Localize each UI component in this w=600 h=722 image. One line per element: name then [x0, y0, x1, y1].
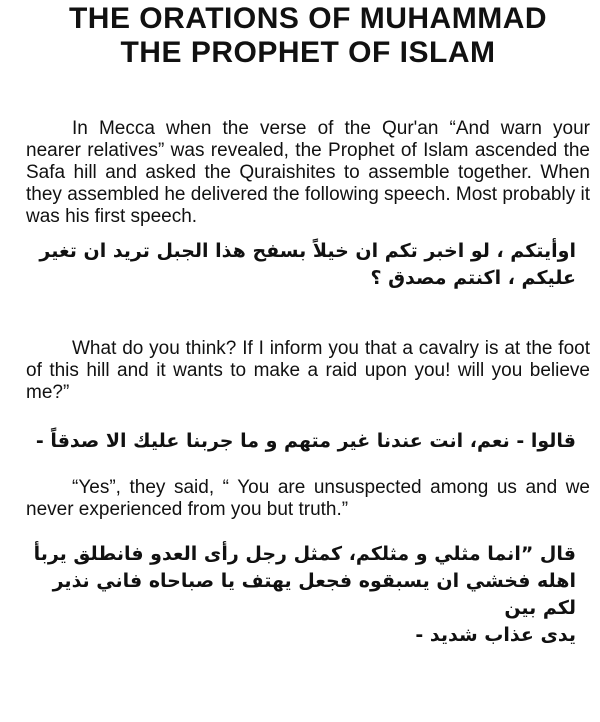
paragraph-translation-1: What do you think? If I inform you that a cavalry is at the foot of this hill and it wants to make a raid upon you! will you believe me?” — [26, 338, 590, 403]
arabic-quote-1-line-2: عليكم ، اكنتم مصدق ؟ — [370, 267, 576, 289]
arabic-quote-3-line-3: يدى عذاب شديد - — [415, 624, 576, 646]
arabic-quote-3-line-2: اهله فخشي ان يسبقوه فجعل يهتف يا صباحاه فاني نذير لكم بين — [52, 570, 576, 619]
arabic-quote-1 — [26, 238, 590, 292]
title-line-1: THE ORATIONS OF MUHAMMAD — [68, 2, 548, 35]
paragraph-intro: In Mecca when the verse of the Qur'an “And warn your nearer relatives” was revealed, the Prophet of Islam ascended the Safa hill and asked the Quraishites to assemble together. When they assembled he delivered the following speech. Most probably it was his first speech. — [26, 118, 590, 227]
paragraph-translation-2: “Yes”, they said, “ You are unsuspected among us and we never experienced from you but truth.” — [26, 477, 590, 520]
title-line-2: THE PROPHET OF ISLAM — [120, 36, 496, 69]
arabic-quote-2 — [26, 428, 590, 455]
arabic-quote-3 — [26, 541, 590, 649]
page-title — [26, 0, 590, 70]
arabic-quote-1-line-1: اوأيتكم ، لو اخبر تكم ان خيلاً بسفح هذا الجبل تريد ان تغير — [39, 240, 576, 262]
arabic-quote-3-line-1: قال ”انما مثلي و مثلكم، كمثل رجل رأى العدو فانطلق يربأ — [33, 543, 576, 565]
arabic-quote-2-line-1: قالوا - نعم، انت عندنا غير متهم و ما جربنا عليك الا صدقاً - — [35, 430, 576, 452]
